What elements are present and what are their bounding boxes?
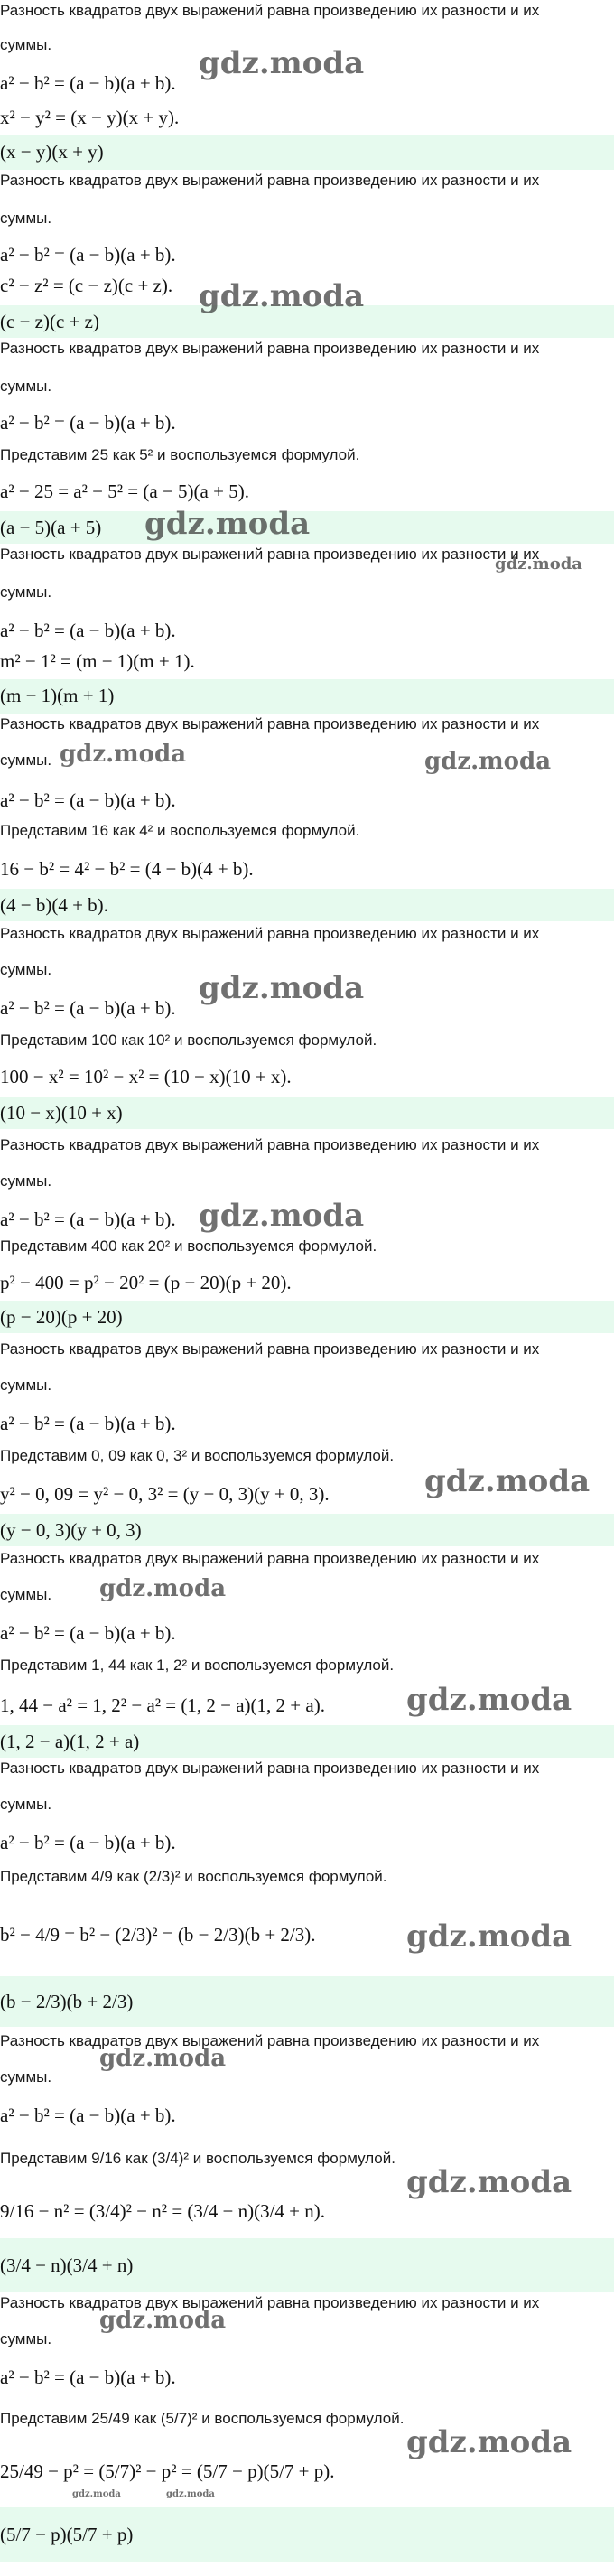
solution-line: 25/49 − p² = (5/7)² − p² = (5/7 − p)(5/7 + p).	[0, 2460, 335, 2482]
rule-text-line-2: суммы.	[0, 1796, 52, 1813]
answer-box	[0, 1725, 614, 1758]
rule-text-line-2: суммы.	[0, 210, 52, 227]
formula-line: a² − b² = (a − b)(a + b).	[0, 620, 176, 641]
formula-line: a² − b² = (a − b)(a + b).	[0, 997, 176, 1019]
rule-text-line-2: суммы.	[0, 378, 52, 395]
answer-text: (c − z)(c + z)	[0, 311, 99, 332]
rule-text-line-1: Разность квадратов двух выражений равна произведению их разности и их	[0, 172, 540, 189]
watermark-logo: gdz.moda	[144, 506, 311, 542]
watermark-logo: gdz.moda	[199, 970, 365, 1006]
answer-box	[0, 1301, 614, 1333]
rule-text-line-2: суммы.	[0, 751, 52, 769]
watermark-logo: gdz.moda	[199, 278, 365, 314]
watermark-logo: gdz.moda	[406, 2164, 572, 2200]
answer-box	[0, 2238, 614, 2292]
solution-line: m² − 1² = (m − 1)(m + 1).	[0, 650, 195, 672]
answer-text: (10 − x)(10 + x)	[0, 1102, 123, 1124]
answer-text: (p − 20)(p + 20)	[0, 1306, 123, 1328]
formula-line: a² − b² = (a − b)(a + b).	[0, 72, 176, 94]
answer-box	[0, 1097, 614, 1129]
representation-text: Представим 4/9 как (2/3)² и воспользуемся формулой.	[0, 1868, 387, 1885]
rule-text-line-1: Разность квадратов двух выражений равна произведению их разности и их	[0, 2, 540, 19]
formula-line: a² − b² = (a − b)(a + b).	[0, 1209, 176, 1230]
watermark-logo: gdz.moda	[424, 1463, 591, 1499]
watermark-logo: gdz.moda	[495, 555, 582, 574]
watermark-logo: gdz.moda	[99, 2045, 227, 2072]
watermark-logo: gdz.moda	[406, 2424, 572, 2460]
watermark-logo: gdz.moda	[72, 2489, 121, 2499]
rule-text-line-2: суммы.	[0, 583, 52, 601]
rule-text-line-1: Разность квадратов двух выражений равна произведению их разности и их	[0, 925, 540, 942]
answer-box	[0, 511, 614, 544]
watermark-logo: gdz.moda	[199, 45, 365, 81]
formula-line: a² − b² = (a − b)(a + b).	[0, 789, 176, 811]
answer-box	[0, 2507, 614, 2562]
answer-text: (5/7 − p)(5/7 + p)	[0, 2524, 134, 2545]
rule-text-line-1: Разность квадратов двух выражений равна произведению их разности и их	[0, 715, 540, 733]
rule-text-line-2: суммы.	[0, 2068, 52, 2086]
solution-line: a² − 25 = a² − 5² = (a − 5)(a + 5).	[0, 481, 249, 502]
representation-text: Представим 25 как 5² и воспользуемся формулой.	[0, 446, 360, 463]
formula-line: a² − b² = (a − b)(a + b).	[0, 1413, 176, 1434]
rule-text-line-1: Разность квадратов двух выражений равна произведению их разности и их	[0, 546, 540, 563]
solution-line: b² − 4/9 = b² − (2/3)² = (b − 2/3)(b + 2/3).	[0, 1924, 316, 1946]
watermark-logo: gdz.moda	[166, 2489, 215, 2499]
rule-text-line-1: Разность квадратов двух выражений равна произведению их разности и их	[0, 1340, 540, 1358]
answer-box	[0, 135, 614, 170]
solution-line: c² − z² = (c − z)(c + z).	[0, 275, 173, 296]
rule-text-line-2: суммы.	[0, 1377, 52, 1394]
formula-line: a² − b² = (a − b)(a + b).	[0, 244, 176, 266]
rule-text-line-1: Разность квадратов двух выражений равна произведению их разности и их	[0, 340, 540, 357]
rule-text-line-2: суммы.	[0, 961, 52, 978]
answer-text: (3/4 − n)(3/4 + n)	[0, 2254, 134, 2276]
representation-text: Представим 16 как 4² и воспользуемся формулой.	[0, 822, 360, 839]
watermark-logo: gdz.moda	[406, 1682, 572, 1718]
rule-text-line-1: Разность квадратов двух выражений равна произведению их разности и их	[0, 1136, 540, 1153]
formula-line: a² − b² = (a − b)(a + b).	[0, 412, 176, 434]
solution-line: x² − y² = (x − y)(x + y).	[0, 107, 180, 128]
representation-text: Представим 400 как 20² и воспользуемся формулой.	[0, 1237, 377, 1255]
rule-text-line-1: Разность квадратов двух выражений равна произведению их разности и их	[0, 1759, 540, 1777]
representation-text: Представим 0, 09 как 0, 3² и воспользуемся формулой.	[0, 1447, 395, 1464]
watermark-logo: gdz.moda	[99, 1575, 227, 1602]
answer-text: (m − 1)(m + 1)	[0, 685, 115, 706]
representation-text: Представим 9/16 как (3/4)² и воспользуемся формулой.	[0, 2150, 395, 2167]
representation-text: Представим 25/49 как (5/7)² и воспользуемся формулой.	[0, 2410, 405, 2427]
answer-text: (b − 2/3)(b + 2/3)	[0, 1991, 134, 2012]
rule-text-line-2: суммы.	[0, 36, 52, 53]
answer-box	[0, 1976, 614, 2027]
answer-text: (4 − b)(4 + b).	[0, 894, 108, 916]
solution-line: 16 − b² = 4² − b² = (4 − b)(4 + b).	[0, 858, 254, 880]
rule-text-line-2: суммы.	[0, 1586, 52, 1603]
answer-text: (x − y)(x + y)	[0, 141, 104, 163]
watermark-logo: gdz.moda	[199, 1198, 365, 1234]
rule-text-line-1: Разность квадратов двух выражений равна произведению их разности и их	[0, 2294, 540, 2311]
solution-line: 9/16 − n² = (3/4)² − n² = (3/4 − n)(3/4 + n).	[0, 2200, 325, 2222]
formula-line: a² − b² = (a − b)(a + b).	[0, 2366, 176, 2388]
answer-box	[0, 305, 614, 338]
representation-text: Представим 1, 44 как 1, 2² и воспользуемся формулой.	[0, 1657, 395, 1674]
watermark-logo: gdz.moda	[424, 748, 552, 775]
formula-line: a² − b² = (a − b)(a + b).	[0, 2105, 176, 2126]
answer-text: (1, 2 − a)(1, 2 + a)	[0, 1731, 140, 1752]
formula-line: a² − b² = (a − b)(a + b).	[0, 1832, 176, 1853]
rule-text-line-1: Разность квадратов двух выражений равна произведению их разности и их	[0, 2032, 540, 2049]
answer-box	[0, 889, 614, 921]
rule-text-line-2: суммы.	[0, 1172, 52, 1190]
representation-text: Представим 100 как 10² и воспользуемся формулой.	[0, 1031, 377, 1049]
answer-box	[0, 1514, 614, 1546]
watermark-logo: gdz.moda	[406, 1918, 572, 1955]
answer-text: (a − 5)(a + 5)	[0, 517, 102, 538]
answer-text: (y − 0, 3)(y + 0, 3)	[0, 1519, 142, 1541]
answer-box	[0, 679, 614, 714]
solution-line: p² − 400 = p² − 20² = (p − 20)(p + 20).	[0, 1272, 292, 1293]
solution-line: y² − 0, 09 = y² − 0, 3² = (y − 0, 3)(y + 0, 3).	[0, 1483, 330, 1505]
watermark-logo: gdz.moda	[60, 741, 187, 768]
solution-line: 1, 44 − a² = 1, 2² − a² = (1, 2 − a)(1, 2 + a).	[0, 1694, 325, 1716]
watermark-logo: gdz.moda	[99, 2307, 227, 2334]
formula-line: a² − b² = (a − b)(a + b).	[0, 1622, 176, 1644]
rule-text-line-1: Разность квадратов двух выражений равна произведению их разности и их	[0, 1550, 540, 1567]
rule-text-line-2: суммы.	[0, 2330, 52, 2347]
solution-line: 100 − x² = 10² − x² = (10 − x)(10 + x).	[0, 1066, 292, 1087]
